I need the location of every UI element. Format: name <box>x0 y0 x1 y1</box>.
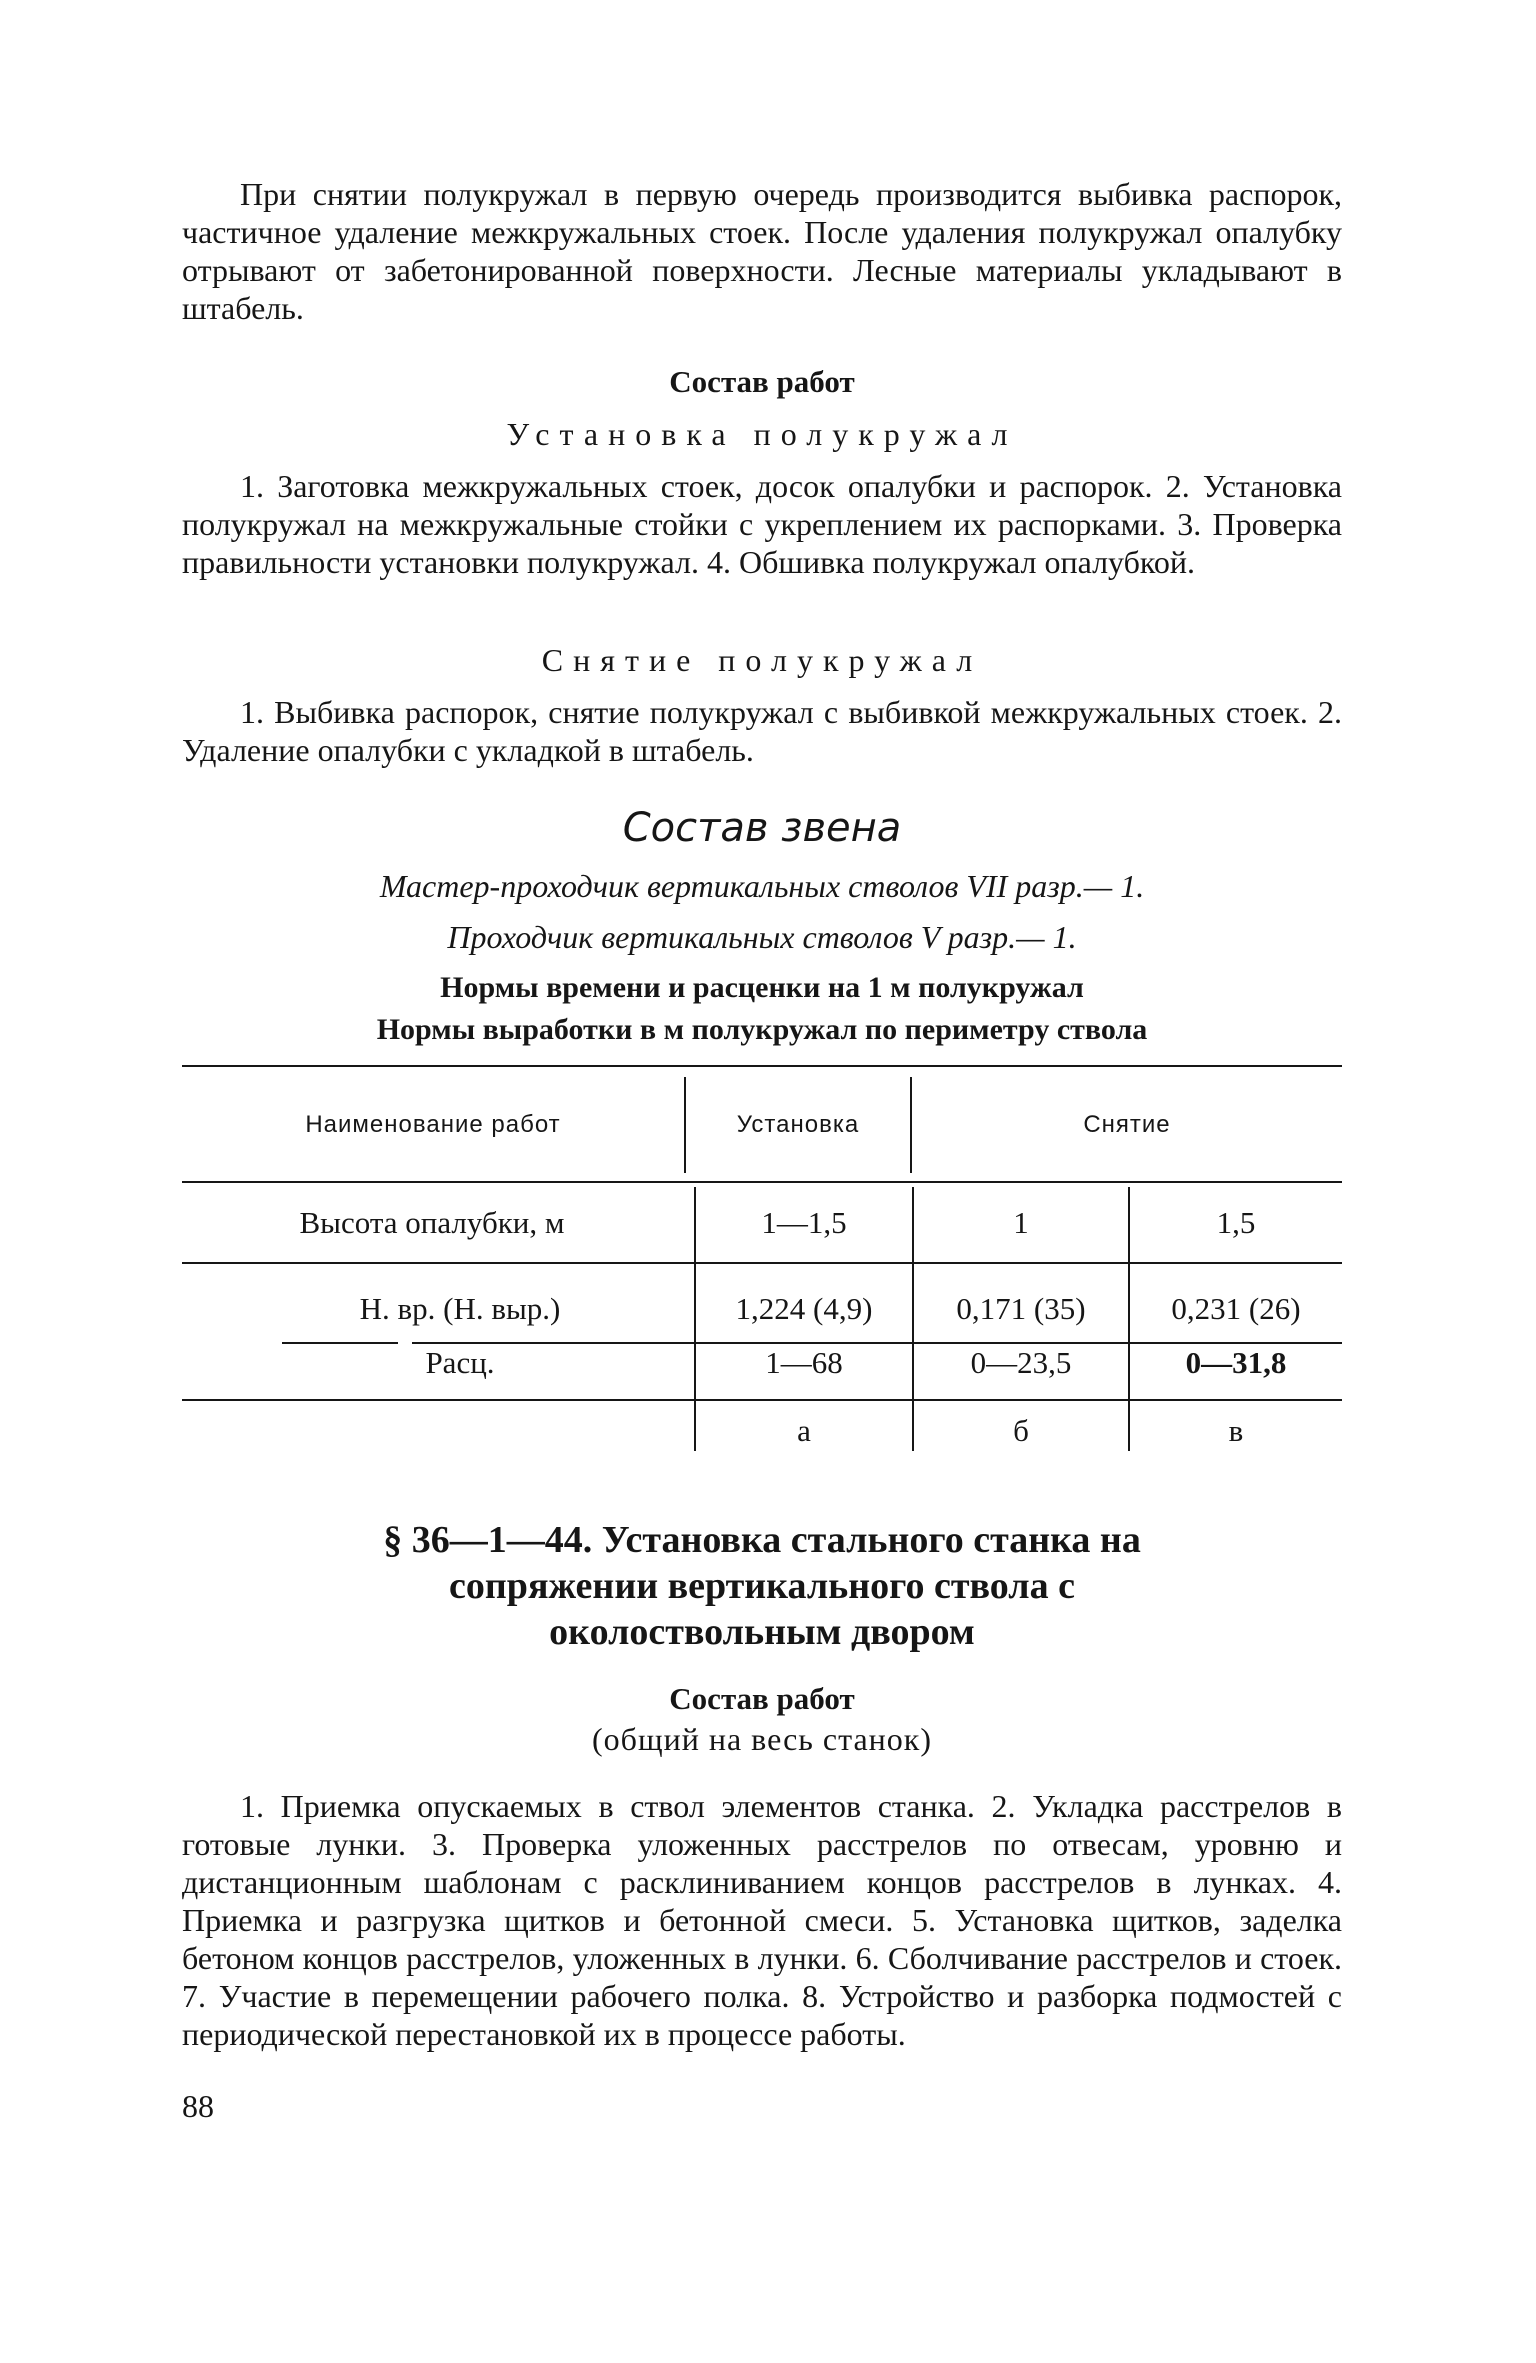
row-height-c: 1,5 <box>1216 1205 1256 1240</box>
column-letter-b: б <box>1013 1413 1029 1448</box>
norms-title-output: Нормы выработки в м полукружал по периметру ствола <box>376 1013 1148 1046</box>
row-time-b: 0,171 (35) <box>956 1291 1086 1326</box>
table-top-rule <box>182 1065 1342 1067</box>
row-time-c: 0,231 (26) <box>1171 1291 1301 1326</box>
subheading-ustanovka: Установка полукружал <box>506 416 1018 452</box>
section-title: § 36—1—44. Установка стального станка на сопряжении вертикального ствола с околоствольным двором <box>383 1519 1141 1653</box>
row-rate-c: 0—31,8 <box>1185 1345 1287 1380</box>
section2-subheading: (общий на весь станок) <box>592 1721 932 1757</box>
crew-heading: Состав звена <box>622 805 902 851</box>
row-time-label: Н. вр. (Н. выр.) <box>359 1291 561 1326</box>
section2-paragraph: 1. Приемка опускаемых в ствол элементов станка. 2. Укладка расстрелов в готовые лунки. 3. Проверка уложенных расстрелов по отвесам, уровню и дистанционным шаблонам с расклиниванием концов расстрелов в лунках. 4. Приемка и разгрузка щитков и бетонной смеси. 5. Установка щитков, заделка бетоном концов расстрелов, уложенных в лунки. 6. Сболчивание расстрелов и стоек. 7. Участие в перемещении рабочего полка. 8. Устройство и разборка подмостей с периодической перестановкой их в процессе работы. <box>182 1788 1342 2052</box>
section2-heading: Состав работ <box>669 1681 855 1716</box>
table-row1-rule <box>182 1262 1342 1264</box>
label-underline <box>282 1342 398 1344</box>
row-rate-label: Расц. <box>425 1345 495 1380</box>
row-rate-a: 1—68 <box>765 1345 843 1380</box>
row-rate-b: 0—23,5 <box>970 1345 1072 1380</box>
row-height-label: Высота опалубки, м <box>299 1205 565 1240</box>
page-number: 88 <box>182 2088 214 2124</box>
header-remove: Снятие <box>1083 1111 1171 1138</box>
crew-line-master: Мастер-проходчик вертикальных стволов VII разр.— 1. <box>379 868 1145 904</box>
norms-table <box>182 1065 1342 1451</box>
norms-title-time: Нормы времени и расценки на 1 м полукружал <box>440 971 1084 1004</box>
subheading-snyatie: Снятие полукружал <box>541 642 983 678</box>
table-row2-rule <box>412 1342 1342 1344</box>
column-letter-a: а <box>797 1413 811 1448</box>
row-height-a: 1—1,5 <box>761 1205 847 1240</box>
section-heading-sostav-rabot: Состав работ <box>669 364 855 399</box>
intro-paragraph: При снятии полукружал в первую очередь производится выбивка распорок, частичное удаление межкружальных стоек. После удаления полукружал опалубку отрывают от забетонированной поверхности. Лесные материалы укладывают в штабель. <box>182 176 1342 326</box>
ustanovka-paragraph: 1. Заготовка межкружальных стоек, досок опалубки и распорок. 2. Установка полукружал на межкружальные стойки с укреплением их распорками. 3. Проверка правильности установки полукружал. 4. Обшивка полукружал опалубкой. <box>182 468 1342 580</box>
table-header-rule <box>182 1181 1342 1183</box>
snyatie-paragraph: 1. Выбивка распорок, снятие полукружал с выбивкой межкружальных стоек. 2. Удаление опалубки с укладкой в штабель. <box>182 694 1342 768</box>
column-letter-c: в <box>1228 1413 1244 1448</box>
header-work-name: Наименование работ <box>305 1111 561 1138</box>
row-height-b: 1 <box>1013 1205 1029 1240</box>
header-install: Установка <box>736 1111 860 1138</box>
table-bottom-rule <box>182 1399 1342 1401</box>
crew-line-worker: Проходчик вертикальных стволов V разр.— 1. <box>447 919 1077 955</box>
row-time-a: 1,224 (4,9) <box>735 1291 873 1326</box>
